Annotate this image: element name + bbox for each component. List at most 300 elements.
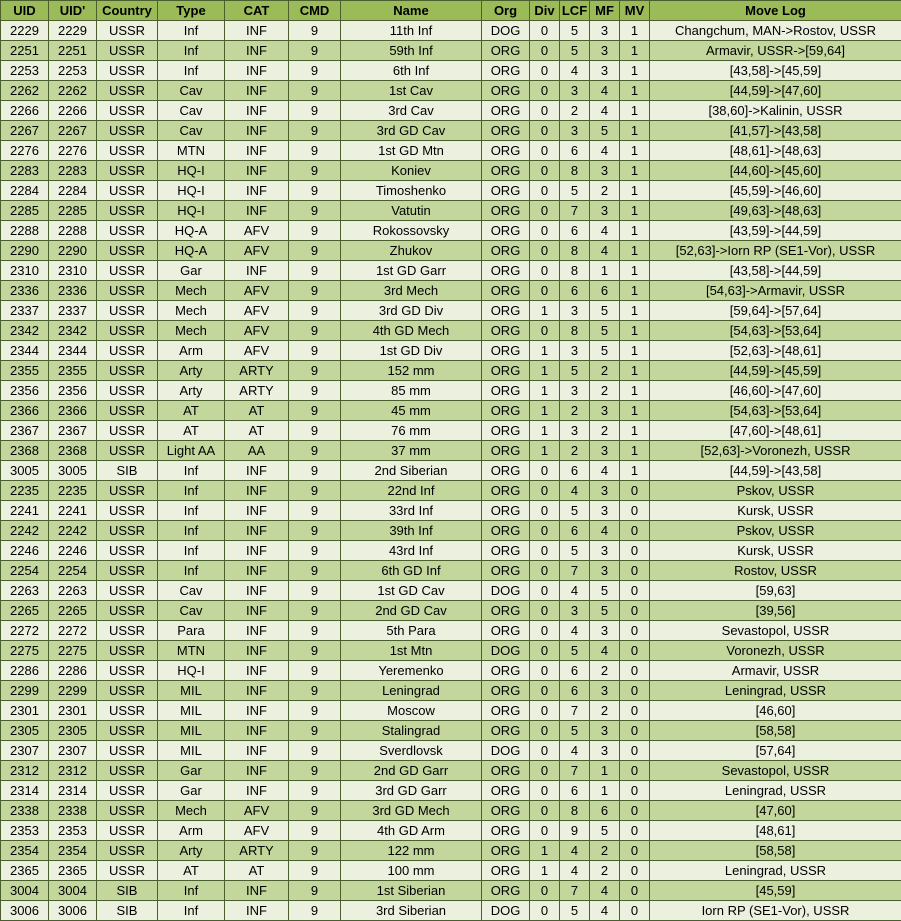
table-cell[interactable]: AFV xyxy=(225,341,289,361)
table-row[interactable] xyxy=(1,901,901,921)
table-cell[interactable]: Gar xyxy=(158,781,225,801)
table-cell[interactable]: 6 xyxy=(590,801,620,821)
table-cell[interactable]: 0 xyxy=(530,561,560,581)
table-cell[interactable]: [48,61]->[48,63] xyxy=(650,141,901,161)
table-cell[interactable]: MIL xyxy=(158,681,225,701)
table-cell[interactable]: INF xyxy=(225,81,289,101)
table-cell[interactable]: 2299 xyxy=(49,681,97,701)
table-cell[interactable]: 1 xyxy=(620,301,650,321)
table-cell[interactable]: ORG xyxy=(482,701,530,721)
table-cell[interactable]: Cav xyxy=(158,601,225,621)
table-cell[interactable]: 9 xyxy=(289,601,341,621)
table-cell[interactable]: USSR xyxy=(97,861,158,881)
table-cell[interactable]: 9 xyxy=(289,901,341,921)
table-cell[interactable]: Pskov, USSR xyxy=(650,521,901,541)
table-row[interactable] xyxy=(1,281,901,301)
table-cell[interactable]: 0 xyxy=(530,801,560,821)
table-cell[interactable]: 2366 xyxy=(49,401,97,421)
table-cell[interactable]: 2367 xyxy=(49,421,97,441)
table-cell[interactable]: [43,59]->[44,59] xyxy=(650,221,901,241)
table-cell[interactable]: ORG xyxy=(482,221,530,241)
table-cell[interactable]: USSR xyxy=(97,181,158,201)
table-cell[interactable]: Mech xyxy=(158,321,225,341)
table-cell[interactable]: 0 xyxy=(530,201,560,221)
table-cell[interactable]: 2354 xyxy=(1,841,49,861)
table-cell[interactable]: 2288 xyxy=(1,221,49,241)
table-cell[interactable]: 5 xyxy=(590,121,620,141)
table-cell[interactable]: 2 xyxy=(590,361,620,381)
table-cell[interactable]: 9 xyxy=(289,281,341,301)
table-cell[interactable]: INF xyxy=(225,681,289,701)
table-cell[interactable]: AT xyxy=(225,401,289,421)
table-cell[interactable]: ORG xyxy=(482,481,530,501)
table-cell[interactable]: 3 xyxy=(560,381,590,401)
table-cell[interactable]: [45,59] xyxy=(650,881,901,901)
table-cell[interactable]: 2299 xyxy=(1,681,49,701)
table-row[interactable] xyxy=(1,781,901,801)
table-cell[interactable]: 8 xyxy=(560,161,590,181)
table-cell[interactable]: 4 xyxy=(590,901,620,921)
table-cell[interactable]: 0 xyxy=(530,221,560,241)
column-header[interactable]: Move Log xyxy=(650,1,901,21)
table-cell[interactable]: 9 xyxy=(289,521,341,541)
table-cell[interactable]: Armavir, USSR->[59,64] xyxy=(650,41,901,61)
table-cell[interactable]: USSR xyxy=(97,641,158,661)
table-cell[interactable]: 9 xyxy=(289,781,341,801)
table-cell[interactable]: 2286 xyxy=(49,661,97,681)
table-cell[interactable]: ORG xyxy=(482,761,530,781)
table-cell[interactable]: Sevastopol, USSR xyxy=(650,761,901,781)
table-cell[interactable]: 1 xyxy=(620,441,650,461)
table-cell[interactable]: [47,60]->[48,61] xyxy=(650,421,901,441)
table-cell[interactable]: Arty xyxy=(158,841,225,861)
table-cell[interactable]: SIB xyxy=(97,881,158,901)
table-cell[interactable]: 2365 xyxy=(1,861,49,881)
table-cell[interactable]: 1 xyxy=(530,441,560,461)
table-cell[interactable]: 0 xyxy=(620,701,650,721)
table-cell[interactable]: MIL xyxy=(158,741,225,761)
table-cell[interactable]: 0 xyxy=(620,741,650,761)
table-cell[interactable]: INF xyxy=(225,741,289,761)
table-cell[interactable]: [57,64] xyxy=(650,741,901,761)
table-cell[interactable]: 6 xyxy=(560,281,590,301)
table-cell[interactable]: ORG xyxy=(482,721,530,741)
table-cell[interactable]: ORG xyxy=(482,621,530,641)
table-cell[interactable]: 3 xyxy=(560,601,590,621)
table-cell[interactable]: 2284 xyxy=(1,181,49,201)
table-cell[interactable]: 0 xyxy=(620,841,650,861)
table-cell[interactable]: DOG xyxy=(482,741,530,761)
table-cell[interactable]: 1 xyxy=(530,841,560,861)
table-cell[interactable]: 2262 xyxy=(1,81,49,101)
table-cell[interactable]: MIL xyxy=(158,721,225,741)
table-cell[interactable]: INF xyxy=(225,761,289,781)
table-cell[interactable]: Sevastopol, USSR xyxy=(650,621,901,641)
table-cell[interactable]: ORG xyxy=(482,781,530,801)
table-cell[interactable]: 2 xyxy=(590,861,620,881)
table-cell[interactable]: 4 xyxy=(560,61,590,81)
table-cell[interactable]: 5 xyxy=(560,361,590,381)
table-cell[interactable]: [44,59]->[47,60] xyxy=(650,81,901,101)
table-cell[interactable]: Gar xyxy=(158,261,225,281)
table-cell[interactable]: ORG xyxy=(482,321,530,341)
table-cell[interactable]: INF xyxy=(225,481,289,501)
table-cell[interactable]: USSR xyxy=(97,801,158,821)
table-cell[interactable]: ORG xyxy=(482,441,530,461)
table-cell[interactable]: 76 mm xyxy=(341,421,482,441)
table-cell[interactable]: 0 xyxy=(530,501,560,521)
table-cell[interactable]: USSR xyxy=(97,821,158,841)
column-header[interactable]: UID xyxy=(1,1,49,21)
table-cell[interactable]: USSR xyxy=(97,421,158,441)
table-cell[interactable]: 1 xyxy=(620,401,650,421)
table-cell[interactable]: 0 xyxy=(530,101,560,121)
table-cell[interactable]: DOG xyxy=(482,21,530,41)
table-cell[interactable]: 3 xyxy=(590,61,620,81)
table-cell[interactable]: 7 xyxy=(560,701,590,721)
table-cell[interactable]: USSR xyxy=(97,501,158,521)
table-cell[interactable]: 4 xyxy=(560,621,590,641)
table-cell[interactable]: USSR xyxy=(97,781,158,801)
table-cell[interactable]: 2263 xyxy=(49,581,97,601)
table-cell[interactable]: 2307 xyxy=(1,741,49,761)
table-cell[interactable]: Mech xyxy=(158,301,225,321)
table-cell[interactable]: 0 xyxy=(530,721,560,741)
table-cell[interactable]: 2305 xyxy=(49,721,97,741)
table-cell[interactable]: USSR xyxy=(97,721,158,741)
table-cell[interactable]: 9 xyxy=(289,201,341,221)
table-cell[interactable]: ORG xyxy=(482,881,530,901)
table-cell[interactable]: ORG xyxy=(482,261,530,281)
table-cell[interactable]: 9 xyxy=(289,261,341,281)
table-cell[interactable]: 0 xyxy=(620,661,650,681)
table-cell[interactable]: [49,63]->[48,63] xyxy=(650,201,901,221)
table-cell[interactable]: 100 mm xyxy=(341,861,482,881)
table-cell[interactable]: 9 xyxy=(289,661,341,681)
table-cell[interactable]: 1 xyxy=(530,341,560,361)
table-cell[interactable]: 7 xyxy=(560,561,590,581)
table-cell[interactable]: 5 xyxy=(560,901,590,921)
table-cell[interactable]: 2314 xyxy=(49,781,97,801)
table-cell[interactable]: 0 xyxy=(620,721,650,741)
table-cell[interactable]: INF xyxy=(225,521,289,541)
table-cell[interactable]: Stalingrad xyxy=(341,721,482,741)
table-cell[interactable]: USSR xyxy=(97,121,158,141)
table-cell[interactable]: 1 xyxy=(620,341,650,361)
table-cell[interactable]: 0 xyxy=(620,541,650,561)
table-cell[interactable]: INF xyxy=(225,701,289,721)
table-cell[interactable]: 3 xyxy=(560,121,590,141)
table-cell[interactable]: 9 xyxy=(289,161,341,181)
table-row[interactable] xyxy=(1,761,901,781)
table-cell[interactable]: 2229 xyxy=(1,21,49,41)
table-cell[interactable]: HQ-A xyxy=(158,241,225,261)
table-cell[interactable]: INF xyxy=(225,121,289,141)
table-cell[interactable]: HQ-I xyxy=(158,661,225,681)
table-cell[interactable]: 2254 xyxy=(1,561,49,581)
table-cell[interactable]: USSR xyxy=(97,661,158,681)
table-cell[interactable]: Inf xyxy=(158,541,225,561)
table-cell[interactable]: 33rd Inf xyxy=(341,501,482,521)
table-cell[interactable]: 0 xyxy=(530,881,560,901)
table-cell[interactable]: ORG xyxy=(482,61,530,81)
table-cell[interactable]: 2 xyxy=(590,661,620,681)
table-cell[interactable]: 0 xyxy=(620,761,650,781)
table-cell[interactable]: 0 xyxy=(620,781,650,801)
table-cell[interactable]: 2266 xyxy=(1,101,49,121)
table-cell[interactable]: 7 xyxy=(560,761,590,781)
table-cell[interactable]: USSR xyxy=(97,401,158,421)
table-cell[interactable]: 2283 xyxy=(1,161,49,181)
table-cell[interactable]: 4 xyxy=(560,481,590,501)
table-cell[interactable]: 2251 xyxy=(49,41,97,61)
table-cell[interactable]: 3006 xyxy=(49,901,97,921)
table-row[interactable] xyxy=(1,341,901,361)
table-cell[interactable]: USSR xyxy=(97,201,158,221)
table-cell[interactable]: USSR xyxy=(97,621,158,641)
table-cell[interactable]: 9 xyxy=(289,501,341,521)
table-cell[interactable]: 4 xyxy=(590,221,620,241)
table-cell[interactable]: 1 xyxy=(620,421,650,441)
table-cell[interactable]: 2286 xyxy=(1,661,49,681)
table-cell[interactable]: 5th Para xyxy=(341,621,482,641)
table-cell[interactable]: INF xyxy=(225,661,289,681)
table-cell[interactable]: 0 xyxy=(530,321,560,341)
table-cell[interactable]: 9 xyxy=(289,441,341,461)
table-cell[interactable]: ORG xyxy=(482,681,530,701)
table-cell[interactable]: 4th GD Arm xyxy=(341,821,482,841)
table-cell[interactable]: MTN xyxy=(158,141,225,161)
table-cell[interactable]: 9 xyxy=(289,481,341,501)
table-cell[interactable]: [44,59]->[43,58] xyxy=(650,461,901,481)
table-cell[interactable]: Yeremenko xyxy=(341,661,482,681)
table-cell[interactable]: 45 mm xyxy=(341,401,482,421)
table-cell[interactable]: 2307 xyxy=(49,741,97,761)
table-cell[interactable]: 152 mm xyxy=(341,361,482,381)
table-cell[interactable]: ORG xyxy=(482,141,530,161)
table-row[interactable] xyxy=(1,501,901,521)
table-cell[interactable]: Arm xyxy=(158,821,225,841)
table-cell[interactable]: 0 xyxy=(530,781,560,801)
table-cell[interactable]: 4 xyxy=(590,141,620,161)
table-cell[interactable]: 1 xyxy=(620,181,650,201)
table-cell[interactable]: Arty xyxy=(158,361,225,381)
table-cell[interactable]: Moscow xyxy=(341,701,482,721)
table-cell[interactable]: 1 xyxy=(530,401,560,421)
table-cell[interactable]: Zhukov xyxy=(341,241,482,261)
table-cell[interactable]: USSR xyxy=(97,481,158,501)
table-cell[interactable]: 1 xyxy=(620,241,650,261)
table-cell[interactable]: 6 xyxy=(560,141,590,161)
table-cell[interactable]: 2nd Siberian xyxy=(341,461,482,481)
table-cell[interactable]: 1 xyxy=(620,201,650,221)
table-cell[interactable]: 9 xyxy=(289,381,341,401)
table-cell[interactable]: 3rd Siberian xyxy=(341,901,482,921)
table-cell[interactable]: 2241 xyxy=(1,501,49,521)
table-cell[interactable]: AT xyxy=(225,421,289,441)
table-cell[interactable]: USSR xyxy=(97,441,158,461)
table-cell[interactable]: 8 xyxy=(560,241,590,261)
table-cell[interactable]: INF xyxy=(225,41,289,61)
table-cell[interactable]: 3rd GD Garr xyxy=(341,781,482,801)
table-cell[interactable]: SIB xyxy=(97,901,158,921)
table-cell[interactable]: USSR xyxy=(97,561,158,581)
column-header[interactable]: CAT xyxy=(225,1,289,21)
table-cell[interactable]: [47,60] xyxy=(650,801,901,821)
table-cell[interactable]: INF xyxy=(225,21,289,41)
table-cell[interactable]: INF xyxy=(225,201,289,221)
table-cell[interactable]: Cav xyxy=(158,81,225,101)
table-cell[interactable]: AFV xyxy=(225,241,289,261)
table-cell[interactable]: 2253 xyxy=(49,61,97,81)
table-row[interactable] xyxy=(1,61,901,81)
table-cell[interactable]: 9 xyxy=(289,21,341,41)
table-cell[interactable]: 9 xyxy=(289,341,341,361)
table-cell[interactable]: 1 xyxy=(590,761,620,781)
table-cell[interactable]: INF xyxy=(225,601,289,621)
table-cell[interactable]: Voronezh, USSR xyxy=(650,641,901,661)
table-cell[interactable]: USSR xyxy=(97,681,158,701)
table-cell[interactable]: Leningrad, USSR xyxy=(650,681,901,701)
table-cell[interactable]: 8 xyxy=(560,321,590,341)
table-cell[interactable]: INF xyxy=(225,581,289,601)
table-cell[interactable]: 0 xyxy=(530,81,560,101)
table-cell[interactable]: 0 xyxy=(620,881,650,901)
table-cell[interactable]: 2312 xyxy=(1,761,49,781)
table-row[interactable] xyxy=(1,521,901,541)
table-cell[interactable]: 3006 xyxy=(1,901,49,921)
table-cell[interactable]: 0 xyxy=(620,801,650,821)
table-cell[interactable]: INF xyxy=(225,101,289,121)
table-cell[interactable]: 0 xyxy=(530,541,560,561)
table-cell[interactable]: USSR xyxy=(97,221,158,241)
table-cell[interactable]: ORG xyxy=(482,541,530,561)
table-cell[interactable]: 5 xyxy=(560,181,590,201)
table-cell[interactable]: ARTY xyxy=(225,381,289,401)
table-cell[interactable]: AFV xyxy=(225,281,289,301)
table-cell[interactable]: 0 xyxy=(620,501,650,521)
table-cell[interactable]: 6 xyxy=(560,661,590,681)
table-cell[interactable]: 2265 xyxy=(49,601,97,621)
table-cell[interactable]: 6 xyxy=(560,781,590,801)
table-cell[interactable]: 37 mm xyxy=(341,441,482,461)
table-cell[interactable]: 122 mm xyxy=(341,841,482,861)
table-cell[interactable]: 9 xyxy=(289,541,341,561)
table-row[interactable] xyxy=(1,621,901,641)
table-cell[interactable]: 0 xyxy=(530,701,560,721)
table-cell[interactable]: Timoshenko xyxy=(341,181,482,201)
table-cell[interactable]: 0 xyxy=(620,821,650,841)
table-cell[interactable]: 2275 xyxy=(1,641,49,661)
table-cell[interactable]: 5 xyxy=(560,501,590,521)
table-cell[interactable]: ORG xyxy=(482,661,530,681)
table-cell[interactable]: AA xyxy=(225,441,289,461)
table-cell[interactable]: 9 xyxy=(289,821,341,841)
table-cell[interactable]: Inf xyxy=(158,481,225,501)
table-cell[interactable]: 4 xyxy=(590,81,620,101)
table-cell[interactable]: 2356 xyxy=(49,381,97,401)
table-row[interactable] xyxy=(1,261,901,281)
table-cell[interactable]: 0 xyxy=(530,181,560,201)
table-cell[interactable]: 4 xyxy=(590,241,620,261)
table-cell[interactable]: Gar xyxy=(158,761,225,781)
table-cell[interactable]: [43,58]->[44,59] xyxy=(650,261,901,281)
table-cell[interactable]: HQ-A xyxy=(158,221,225,241)
table-cell[interactable]: 3 xyxy=(590,501,620,521)
table-cell[interactable]: 1 xyxy=(620,61,650,81)
table-cell[interactable]: [46,60] xyxy=(650,701,901,721)
table-cell[interactable]: 0 xyxy=(530,641,560,661)
table-cell[interactable]: Inf xyxy=(158,501,225,521)
table-cell[interactable]: 2276 xyxy=(1,141,49,161)
table-cell[interactable]: AT xyxy=(158,861,225,881)
table-cell[interactable]: 1st Cav xyxy=(341,81,482,101)
table-cell[interactable]: 2314 xyxy=(1,781,49,801)
table-cell[interactable]: 2353 xyxy=(49,821,97,841)
table-cell[interactable]: 2246 xyxy=(1,541,49,561)
table-cell[interactable]: 1st GD Mtn xyxy=(341,141,482,161)
table-cell[interactable]: 0 xyxy=(530,681,560,701)
table-cell[interactable]: 1 xyxy=(620,41,650,61)
table-cell[interactable]: USSR xyxy=(97,281,158,301)
table-row[interactable] xyxy=(1,81,901,101)
table-cell[interactable]: 2242 xyxy=(1,521,49,541)
table-cell[interactable]: ORG xyxy=(482,501,530,521)
table-cell[interactable]: 9 xyxy=(289,641,341,661)
table-cell[interactable]: INF xyxy=(225,901,289,921)
table-cell[interactable]: 0 xyxy=(620,621,650,641)
table-cell[interactable]: 9 xyxy=(289,41,341,61)
table-cell[interactable]: USSR xyxy=(97,81,158,101)
table-cell[interactable]: 3 xyxy=(560,421,590,441)
table-cell[interactable]: 0 xyxy=(620,601,650,621)
table-cell[interactable]: 3 xyxy=(590,161,620,181)
table-cell[interactable]: 0 xyxy=(530,241,560,261)
table-cell[interactable]: 1 xyxy=(620,101,650,121)
table-cell[interactable]: [43,58]->[45,59] xyxy=(650,61,901,81)
table-cell[interactable]: 11th Inf xyxy=(341,21,482,41)
table-cell[interactable]: 9 xyxy=(560,821,590,841)
table-cell[interactable]: USSR xyxy=(97,541,158,561)
table-cell[interactable]: 1 xyxy=(620,161,650,181)
table-cell[interactable]: 5 xyxy=(590,321,620,341)
table-cell[interactable]: 39th Inf xyxy=(341,521,482,541)
table-cell[interactable]: INF xyxy=(225,881,289,901)
table-cell[interactable]: AFV xyxy=(225,801,289,821)
table-cell[interactable]: 0 xyxy=(530,741,560,761)
table-cell[interactable]: [41,57]->[43,58] xyxy=(650,121,901,141)
table-cell[interactable]: 9 xyxy=(289,141,341,161)
table-cell[interactable]: 9 xyxy=(289,561,341,581)
table-cell[interactable]: ORG xyxy=(482,121,530,141)
table-cell[interactable]: 2344 xyxy=(49,341,97,361)
column-header[interactable]: LCF xyxy=(560,1,590,21)
table-cell[interactable]: USSR xyxy=(97,321,158,341)
table-cell[interactable]: 1 xyxy=(530,301,560,321)
table-cell[interactable]: 4 xyxy=(560,861,590,881)
table-cell[interactable]: 9 xyxy=(289,181,341,201)
table-cell[interactable]: 1 xyxy=(590,781,620,801)
table-cell[interactable]: ORG xyxy=(482,801,530,821)
table-cell[interactable]: [52,63]->Voronezh, USSR xyxy=(650,441,901,461)
table-cell[interactable]: 2301 xyxy=(1,701,49,721)
table-cell[interactable]: [59,63] xyxy=(650,581,901,601)
table-cell[interactable]: 1st GD Div xyxy=(341,341,482,361)
table-cell[interactable]: USSR xyxy=(97,301,158,321)
table-cell[interactable]: [38,60]->Kalinin, USSR xyxy=(650,101,901,121)
table-cell[interactable]: INF xyxy=(225,501,289,521)
table-cell[interactable]: 1 xyxy=(620,221,650,241)
